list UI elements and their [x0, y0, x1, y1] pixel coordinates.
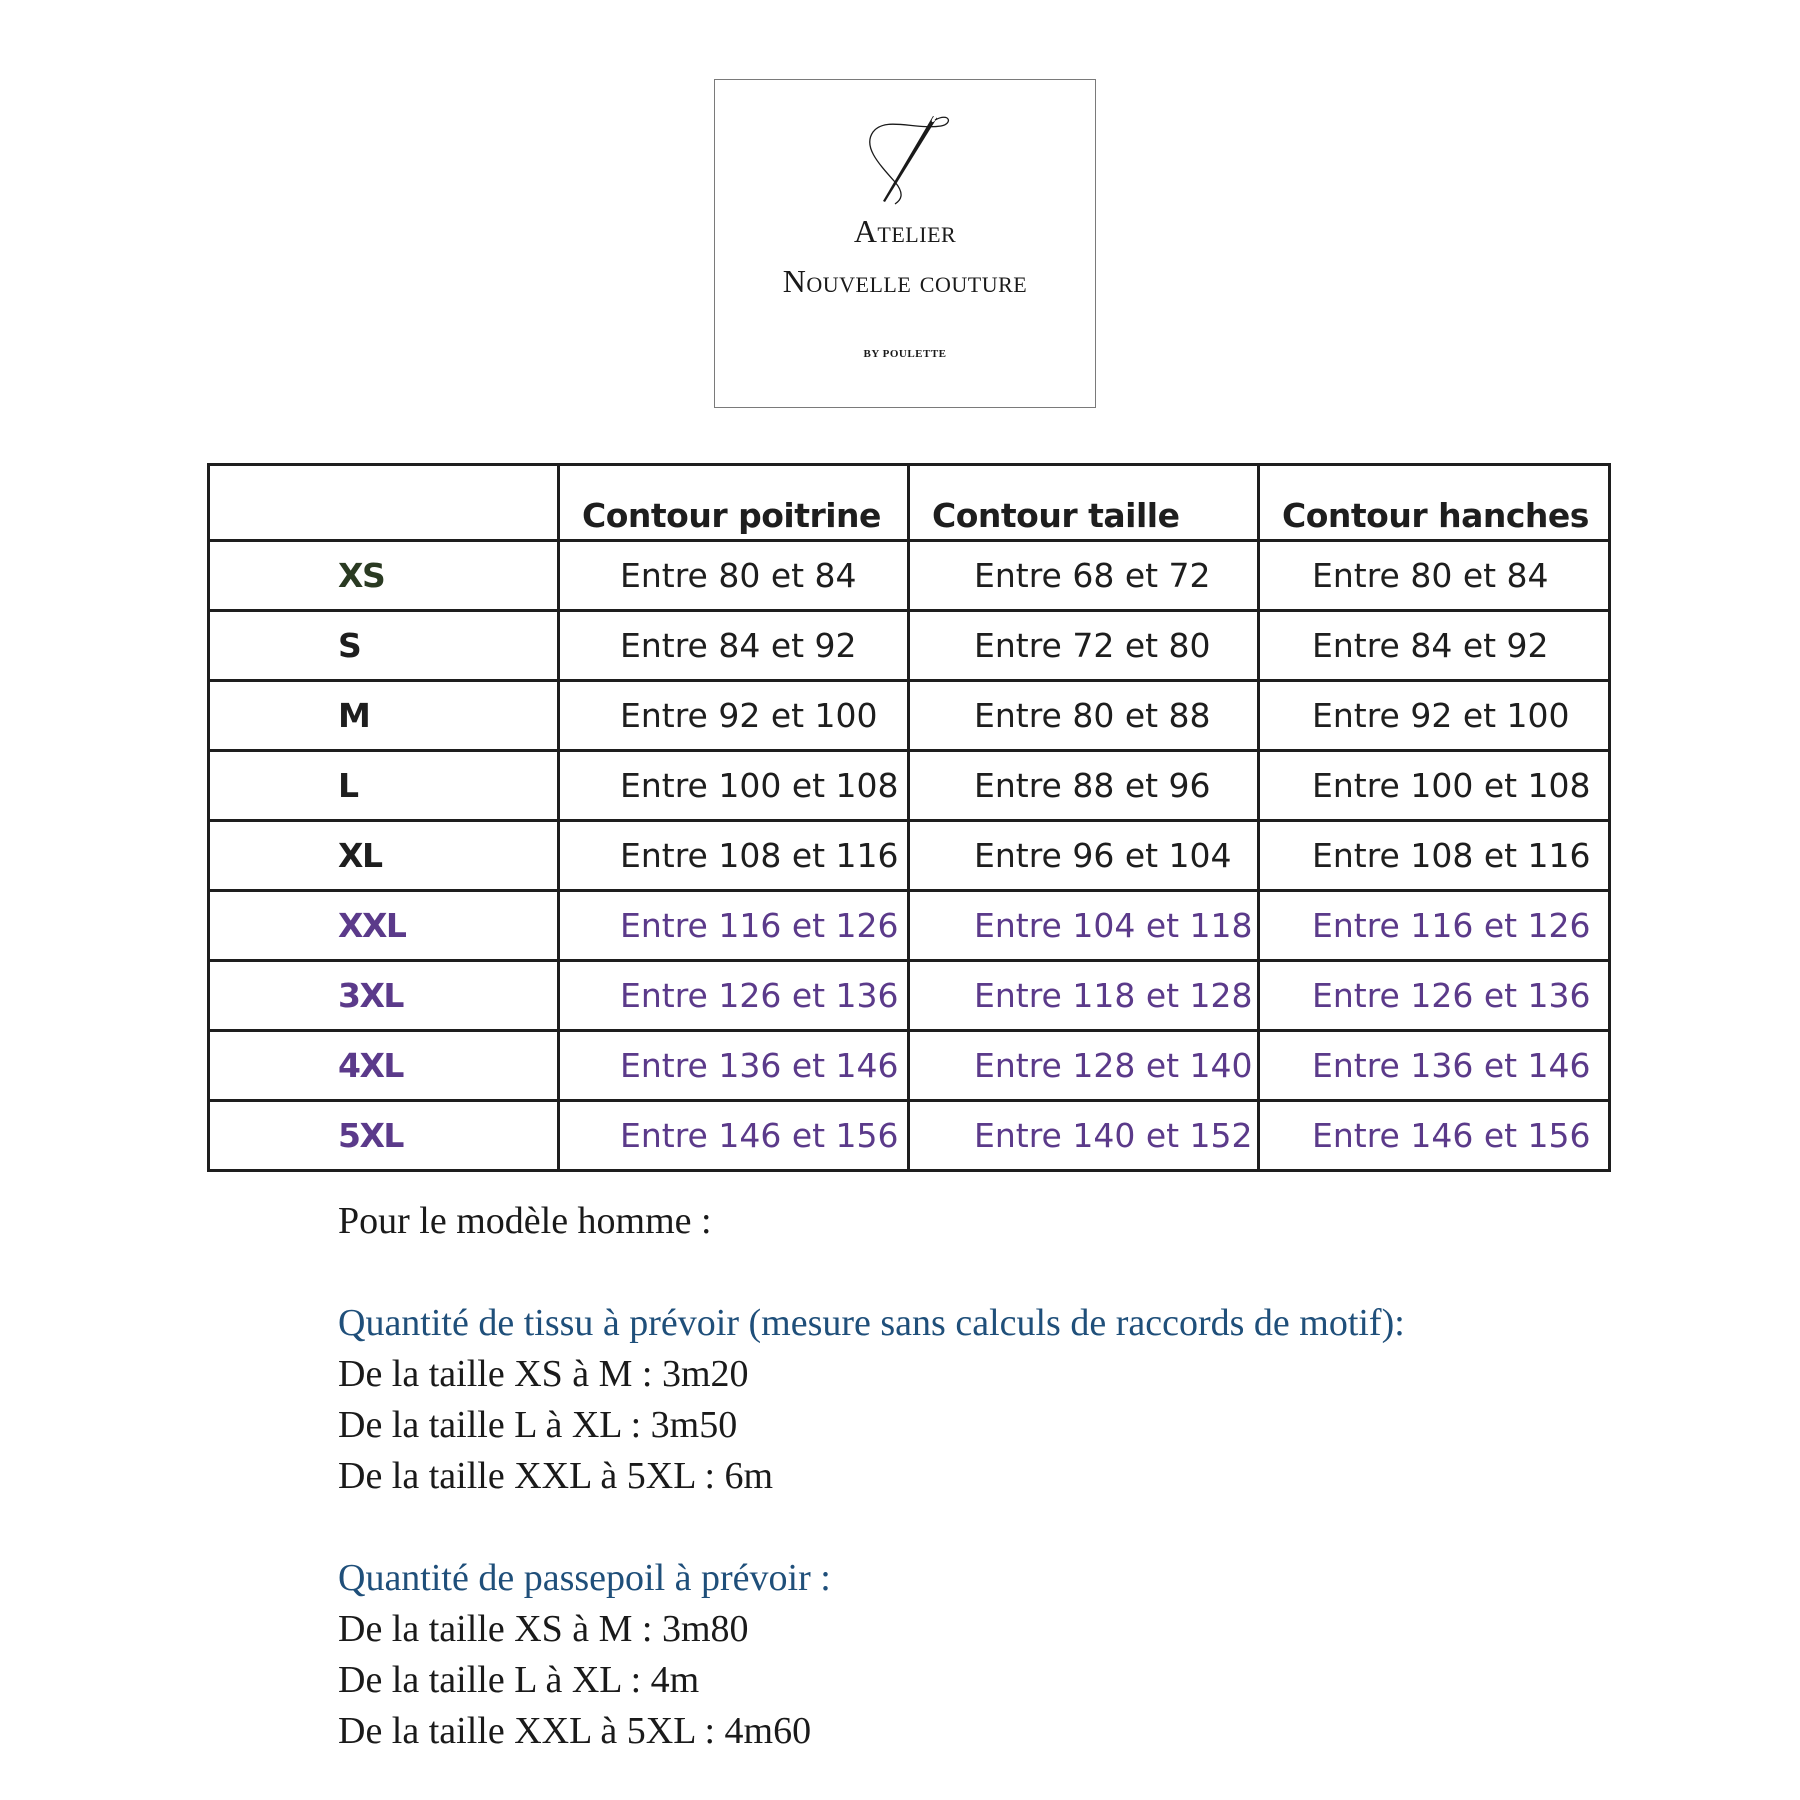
logo-line-2: Nouvelle couture — [782, 263, 1028, 299]
poitrine-cell: Entre 108 et 116 — [559, 821, 909, 891]
hanches-cell: Entre 100 et 108 — [1259, 751, 1610, 821]
poitrine-cell: Entre 92 et 100 — [559, 681, 909, 751]
taille-cell: Entre 140 et 152 — [909, 1101, 1259, 1171]
piping-line-xs-m: De la taille XS à M : 3m80 — [338, 1608, 749, 1650]
taille-cell: Entre 72 et 80 — [909, 611, 1259, 681]
hanches-cell: Entre 126 et 136 — [1259, 961, 1610, 1031]
taille-cell: Entre 80 et 88 — [909, 681, 1259, 751]
taille-cell: Entre 68 et 72 — [909, 541, 1259, 611]
table-row — [209, 1031, 1610, 1101]
size-label: 5XL — [209, 1101, 559, 1171]
poitrine-cell: Entre 136 et 146 — [559, 1031, 909, 1101]
fabric-heading: Quantité de tissu à prévoir (mesure sans calculs de raccords de motif): — [338, 1302, 1405, 1344]
poitrine-cell: Entre 84 et 92 — [559, 611, 909, 681]
piping-heading: Quantité de passepoil à prévoir : — [338, 1557, 831, 1599]
size-label: XL — [209, 821, 559, 891]
poitrine-cell: Entre 116 et 126 — [559, 891, 909, 961]
header-size — [209, 465, 559, 541]
taille-cell: Entre 88 et 96 — [909, 751, 1259, 821]
logo-line-3: BY POULETTE — [863, 348, 947, 360]
piping-line-l-xl: De la taille L à XL : 4m — [338, 1659, 700, 1701]
needle-and-thread-icon — [855, 110, 955, 206]
model-intro: Pour le modèle homme : — [338, 1200, 712, 1242]
size-label: L — [209, 751, 559, 821]
table-row — [209, 681, 1610, 751]
taille-cell: Entre 118 et 128 — [909, 961, 1259, 1031]
size-label: M — [209, 681, 559, 751]
hanches-cell: Entre 84 et 92 — [1259, 611, 1610, 681]
hanches-cell: Entre 116 et 126 — [1259, 891, 1610, 961]
size-label: 4XL — [209, 1031, 559, 1101]
size-label: XS — [209, 541, 559, 611]
table-row — [209, 961, 1610, 1031]
poitrine-cell: Entre 80 et 84 — [559, 541, 909, 611]
hanches-cell: Entre 92 et 100 — [1259, 681, 1610, 751]
table-row — [209, 821, 1610, 891]
hanches-cell: Entre 136 et 146 — [1259, 1031, 1610, 1101]
taille-cell: Entre 128 et 140 — [909, 1031, 1259, 1101]
size-label: XXL — [209, 891, 559, 961]
header-contour-poitrine: Contour poitrine — [559, 465, 909, 541]
size-label: 3XL — [209, 961, 559, 1031]
logo-line-1: Atelier — [853, 213, 957, 249]
header-contour-hanches: Contour hanches — [1259, 465, 1610, 541]
table-row — [209, 1101, 1610, 1171]
fabric-line-l-xl: De la taille L à XL : 3m50 — [338, 1404, 738, 1446]
poitrine-cell: Entre 146 et 156 — [559, 1101, 909, 1171]
hanches-cell: Entre 146 et 156 — [1259, 1101, 1610, 1171]
brand-logo — [714, 79, 1096, 408]
fabric-line-xxl-5xl: De la taille XXL à 5XL : 6m — [338, 1455, 774, 1497]
poitrine-cell: Entre 126 et 136 — [559, 961, 909, 1031]
hanches-cell: Entre 80 et 84 — [1259, 541, 1610, 611]
taille-cell: Entre 96 et 104 — [909, 821, 1259, 891]
table-row — [209, 611, 1610, 681]
poitrine-cell: Entre 100 et 108 — [559, 751, 909, 821]
size-chart-table — [207, 463, 1611, 1172]
header-contour-taille: Contour taille — [909, 465, 1259, 541]
fabric-line-xs-m: De la taille XS à M : 3m20 — [338, 1353, 749, 1395]
size-label: S — [209, 611, 559, 681]
taille-cell: Entre 104 et 118 — [909, 891, 1259, 961]
table-header-row — [209, 465, 1610, 541]
table-row — [209, 891, 1610, 961]
table-row — [209, 751, 1610, 821]
hanches-cell: Entre 108 et 116 — [1259, 821, 1610, 891]
table-row — [209, 541, 1610, 611]
fabric-info-block — [338, 1196, 1638, 1757]
piping-line-xxl-5xl: De la taille XXL à 5XL : 4m60 — [338, 1710, 812, 1752]
